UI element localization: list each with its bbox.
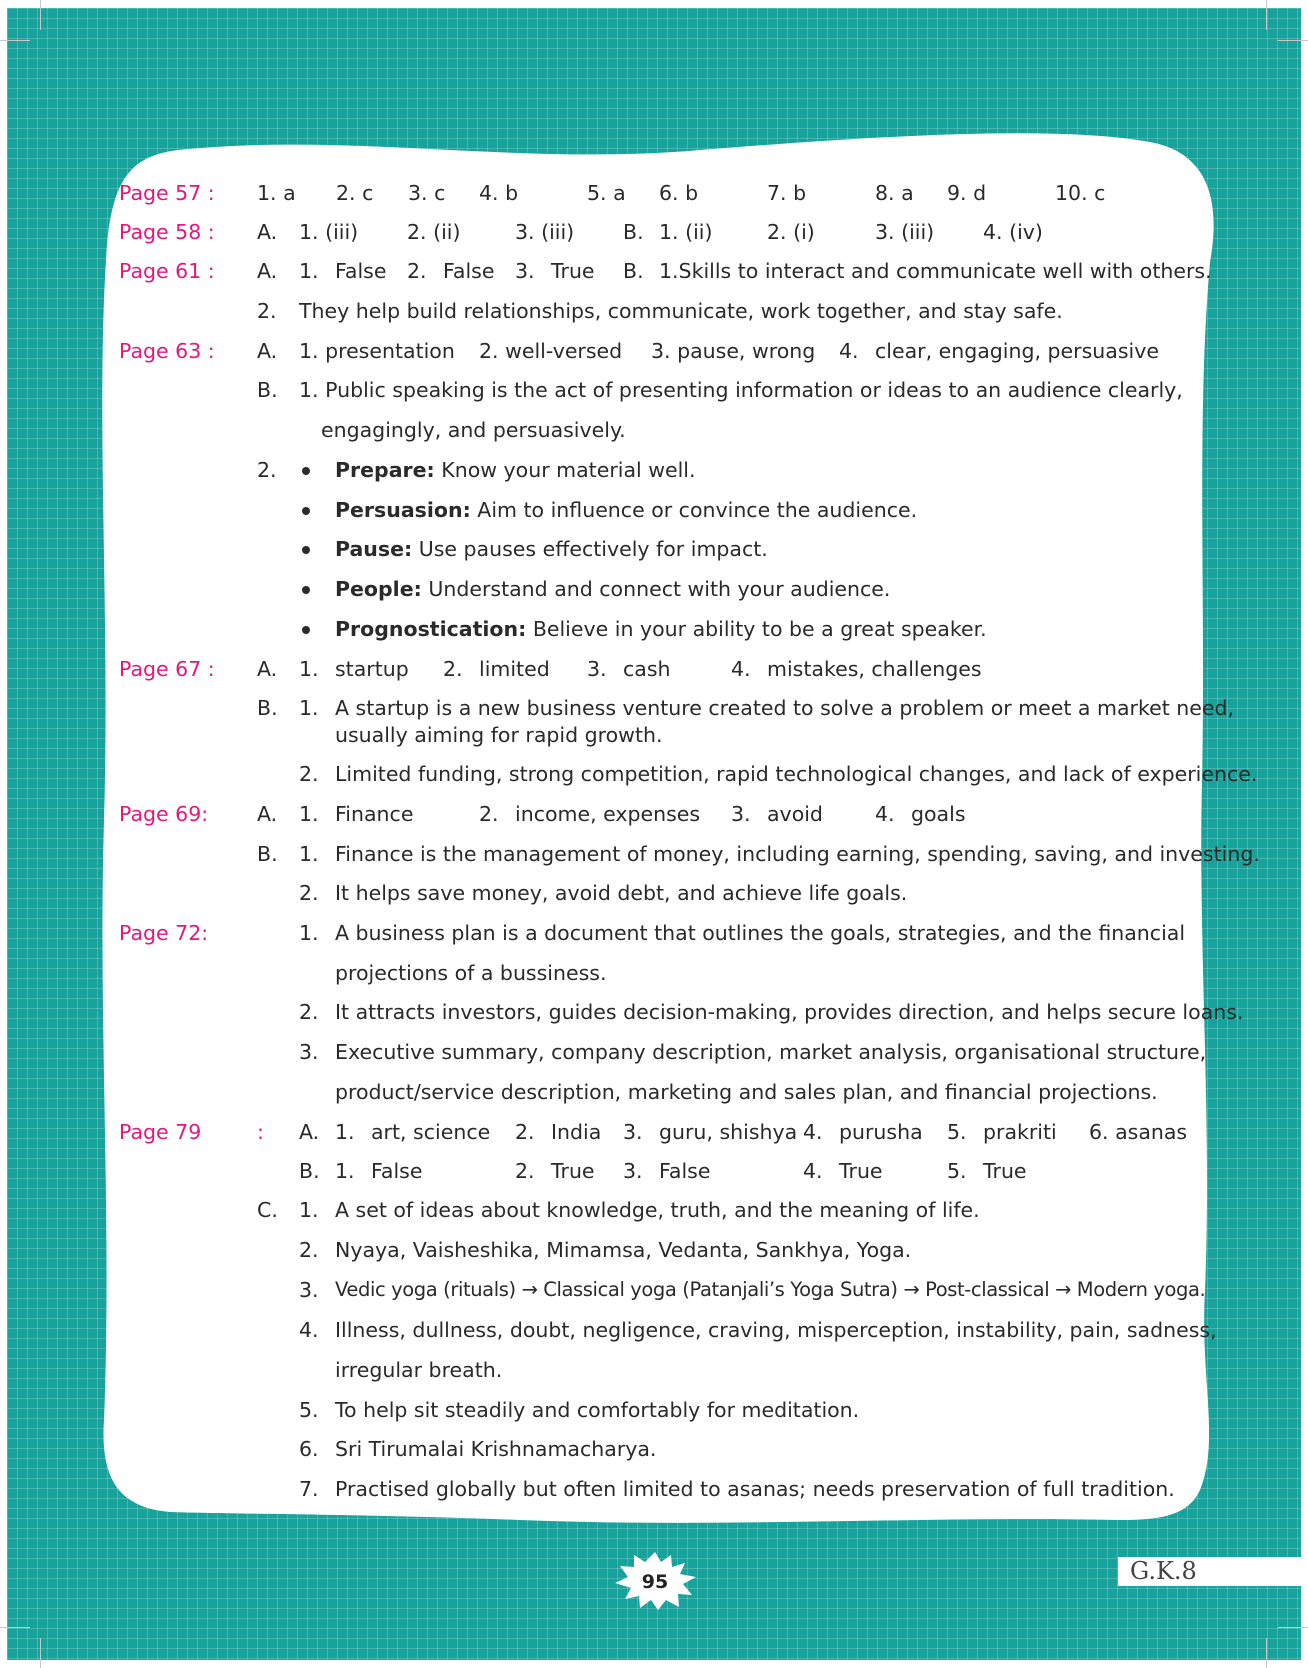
answer-item: startup: [335, 657, 409, 681]
section-label: A.: [257, 259, 278, 283]
answer-text: 1.Skills to interact and communicate well with others.: [659, 259, 1212, 283]
answer-text: Vedic yoga (rituals) → Classical yoga (Patanjali’s Yoga Sutra) → Post-classical → Modern yoga.: [335, 1278, 1206, 1301]
item-number: 4.: [875, 802, 895, 826]
page-number-badge: [610, 1550, 700, 1610]
answer-item: guru, shishya: [659, 1120, 798, 1144]
answer-item: mistakes, challenges: [767, 657, 982, 681]
answer-item: 7. b: [767, 181, 807, 205]
bullet-dot: [302, 586, 310, 594]
item-number: 1.: [299, 1198, 319, 1222]
answer-text: 1. Public speaking is the act of presenting information or ideas to an audience clearly,: [299, 378, 1183, 402]
item-number: 4.: [299, 1318, 319, 1342]
answer-text: irregular breath.: [335, 1358, 503, 1382]
answer-text: Nyaya, Vaisheshika, Mimamsa, Vedanta, Sankhya, Yoga.: [335, 1238, 912, 1262]
bullet-text: Use pauses effectively for impact.: [412, 537, 768, 561]
section-label: A.: [257, 220, 278, 244]
bullet-term: Prepare:: [335, 458, 435, 482]
answer-text: projections of a bussiness.: [335, 961, 607, 985]
answer-item: 6. b: [659, 181, 699, 205]
answer-item: cash: [623, 657, 671, 681]
section-label: B.: [623, 220, 644, 244]
answer-item: True: [551, 1159, 595, 1183]
item-number: 2.: [299, 1238, 319, 1262]
answer-item: True: [983, 1159, 1027, 1183]
answer-item: limited: [479, 657, 550, 681]
bullet-item: [335, 498, 917, 522]
section-label: B.: [257, 696, 278, 720]
answer-text: They help build relationships, communicate, work together, and stay safe.: [299, 299, 1063, 323]
answer-text: Executive summary, company description, market analysis, organisational structure,: [335, 1040, 1207, 1064]
answer-item: 1. a: [257, 181, 296, 205]
answer-item: purusha: [839, 1120, 923, 1144]
page-ref-72: Page 72:: [119, 921, 209, 945]
answer-item: prakriti: [983, 1120, 1057, 1144]
answer-item: False: [443, 259, 495, 283]
answer-item: 1. (ii): [659, 220, 713, 244]
answer-text: It helps save money, avoid debt, and achieve life goals.: [335, 881, 908, 905]
answer-text: Illness, dullness, doubt, negligence, craving, misperception, instability, pain, sadness,: [335, 1318, 1217, 1342]
answer-text: Finance is the management of money, including earning, spending, saving, and investing.: [335, 842, 1260, 866]
answer-item: 4. b: [479, 181, 519, 205]
book-label: G.K.8: [1118, 1557, 1308, 1586]
page-ref-79: Page 79: [119, 1120, 202, 1144]
answer-text: product/service description, marketing and sales plan, and financial projections.: [335, 1080, 1158, 1104]
answer-text: Sri Tirumalai Krishnamacharya.: [335, 1437, 657, 1461]
item-number: 2.: [443, 657, 463, 681]
answer-item: 6. asanas: [1089, 1120, 1188, 1144]
answer-text: A startup is a new business venture created to solve a problem or meet a market need,: [335, 696, 1235, 720]
answer-item: 1. presentation: [299, 339, 455, 363]
answer-text: engagingly, and persuasively.: [321, 418, 626, 442]
item-number: 2.: [515, 1120, 535, 1144]
answer-item: False: [659, 1159, 711, 1183]
answer-item: 3. (iii): [875, 220, 935, 244]
page-ref-67: Page 67 :: [119, 657, 215, 681]
answer-item: income, expenses: [515, 802, 701, 826]
item-number: 1.: [335, 1159, 355, 1183]
answer-item: 8. a: [875, 181, 914, 205]
bullet-item: [335, 537, 768, 561]
item-number: 1.: [335, 1120, 355, 1144]
answer-item: 2. c: [336, 181, 374, 205]
item-number: 2.: [257, 299, 277, 323]
answer-item: 2. (i): [767, 220, 815, 244]
bullet-dot: [302, 467, 310, 475]
bullet-dot: [302, 626, 310, 634]
page-ref-58: Page 58 :: [119, 220, 215, 244]
page-ref-61: Page 61 :: [119, 259, 215, 283]
page-number: 95: [641, 1571, 669, 1593]
answer-text: A set of ideas about knowledge, truth, and the meaning of life.: [335, 1198, 980, 1222]
answer-item: 1. (iii): [299, 220, 359, 244]
bullet-dot: [302, 507, 310, 515]
bullet-term: Prognostication:: [335, 617, 527, 641]
answer-item: False: [371, 1159, 423, 1183]
answer-item: 2. well-versed: [479, 339, 623, 363]
section-label: B.: [257, 842, 278, 866]
answer-item: Finance: [335, 802, 414, 826]
item-number: 3.: [731, 802, 751, 826]
section-label: B.: [257, 378, 278, 402]
bullet-text: Know your material well.: [434, 458, 696, 482]
bullet-text: Aim to influence or convince the audience.: [470, 498, 918, 522]
item-number: 3.: [299, 1278, 319, 1302]
answer-item: India: [551, 1120, 602, 1144]
answer-item: 5. a: [587, 181, 626, 205]
item-number: 7.: [299, 1477, 319, 1501]
item-number: 2.: [257, 458, 277, 482]
section-label: A.: [257, 657, 278, 681]
page-ref-69: Page 69:: [119, 802, 209, 826]
bullet-text: Understand and connect with your audience.: [421, 577, 891, 601]
answer-item: art, science: [371, 1120, 491, 1144]
section-label: A.: [257, 802, 278, 826]
bullet-dot: [302, 546, 310, 554]
answer-item: 3. pause, wrong: [651, 339, 816, 363]
item-number: 4.: [731, 657, 751, 681]
item-number: 2.: [479, 802, 499, 826]
answer-text: It attracts investors, guides decision-making, provides direction, and helps secure loans.: [335, 1000, 1244, 1024]
item-number: 5.: [947, 1120, 967, 1144]
item-number: 3.: [623, 1120, 643, 1144]
page-ref-57: Page 57 :: [119, 181, 215, 205]
section-label: A.: [257, 339, 278, 363]
item-number: 4.: [803, 1159, 823, 1183]
answer-item: True: [839, 1159, 883, 1183]
bullet-term: People:: [335, 577, 422, 601]
answer-item: clear, engaging, persuasive: [875, 339, 1159, 363]
answer-item: avoid: [767, 802, 823, 826]
answer-text: usually aiming for rapid growth.: [335, 723, 663, 747]
item-number: 1.: [299, 921, 319, 945]
item-number: 5.: [299, 1398, 319, 1422]
answer-text: A business plan is a document that outlines the goals, strategies, and the financial: [335, 921, 1186, 945]
item-number: 6.: [299, 1437, 319, 1461]
item-number: 2.: [299, 762, 319, 786]
answer-item: 9. d: [947, 181, 987, 205]
item-number: 2.: [515, 1159, 535, 1183]
bullet-item: [335, 617, 987, 641]
item-number: 3.: [587, 657, 607, 681]
answer-item: 2. (ii): [407, 220, 461, 244]
section-label: C.: [257, 1198, 278, 1222]
page-ref-63: Page 63 :: [119, 339, 215, 363]
answer-item: True: [551, 259, 595, 283]
item-number: 4.: [803, 1120, 823, 1144]
answer-item: 4. (iv): [983, 220, 1043, 244]
bullet-term: Persuasion:: [335, 498, 471, 522]
bullet-item: [335, 577, 890, 601]
section-label: A.: [299, 1120, 320, 1144]
answer-item: 3. (iii): [515, 220, 575, 244]
answer-item: 3. c: [408, 181, 446, 205]
answer-item: False: [335, 259, 387, 283]
bullet-term: Pause:: [335, 537, 413, 561]
answer-text: Practised globally but often limited to asanas; needs preservation of full tradition.: [335, 1477, 1175, 1501]
item-number: 1.: [299, 842, 319, 866]
starburst-icon: [610, 1550, 700, 1610]
item-number: 3.: [299, 1040, 319, 1064]
answer-item: goals: [911, 802, 966, 826]
answer-item: 10. c: [1055, 181, 1106, 205]
item-number: 2.: [407, 259, 427, 283]
bullet-item: [335, 458, 696, 482]
section-label: B.: [299, 1159, 320, 1183]
answer-text: Limited funding, strong competition, rapid technological changes, and lack of experience.: [335, 762, 1258, 786]
section-label: B.: [623, 259, 644, 283]
item-number: 1.: [299, 259, 319, 283]
item-number: 1.: [299, 696, 319, 720]
item-number: 3.: [623, 1159, 643, 1183]
answer-text: To help sit steadily and comfortably for meditation.: [335, 1398, 860, 1422]
bullet-text: Believe in your ability to be a great speaker.: [526, 617, 987, 641]
item-number: 5.: [947, 1159, 967, 1183]
item-number: 2.: [299, 1000, 319, 1024]
item-number: 2.: [299, 881, 319, 905]
item-number: 3.: [515, 259, 535, 283]
item-number: 1.: [299, 802, 319, 826]
item-number: 1.: [299, 657, 319, 681]
item-number: 4.: [839, 339, 859, 363]
page-ref-colon: :: [257, 1120, 264, 1144]
